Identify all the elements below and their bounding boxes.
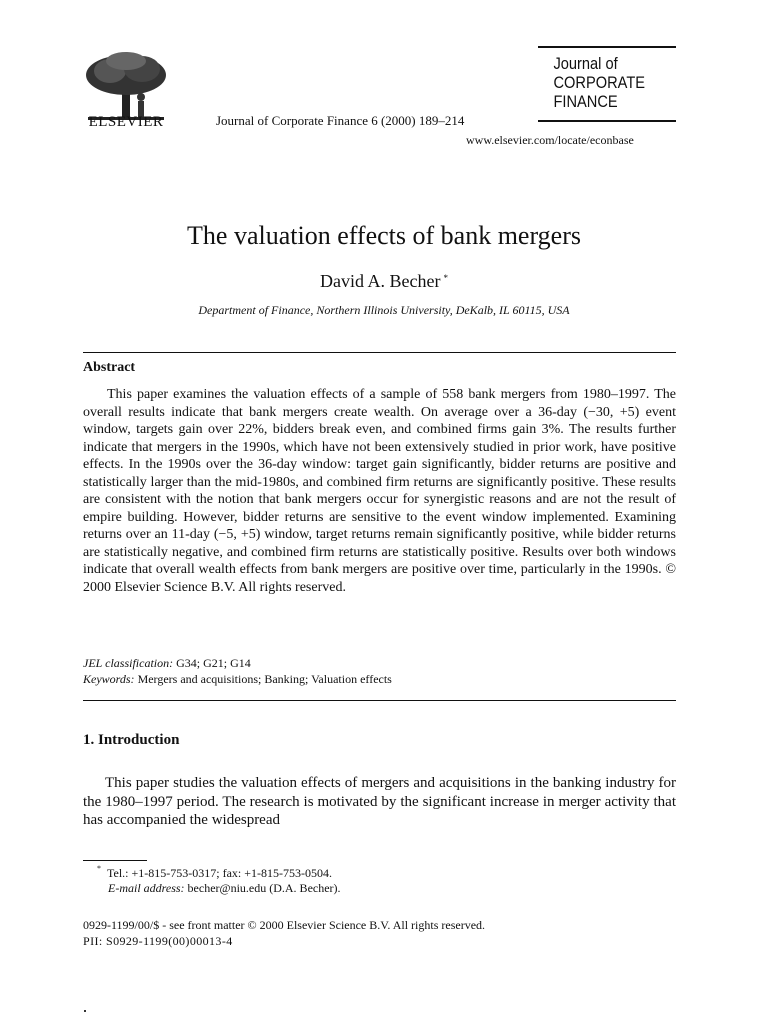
copyright-line: 0929-1199/00/$ - see front matter © 2000 Elsevier Science B.V. All rights reserved. bbox=[83, 918, 486, 932]
section-heading-introduction: 1. Introduction bbox=[83, 732, 180, 748]
author-name: David A. Becher bbox=[320, 271, 441, 291]
journal-name-line-3: FINANCE bbox=[553, 92, 618, 111]
email-value[interactable]: becher@niu.edu (D.A. Becher). bbox=[187, 881, 341, 895]
keywords-label: Keywords: bbox=[83, 672, 135, 686]
paper-title: The valuation effects of bank mergers bbox=[187, 221, 581, 250]
keywords bbox=[83, 672, 392, 687]
abstract-top-rule bbox=[83, 352, 676, 353]
footnote-contact-text: Tel.: +1-815-753-0317; fax: +1-815-753-0504. bbox=[107, 866, 332, 880]
journal-name-box bbox=[538, 46, 676, 122]
jel-codes: G34; G21; G14 bbox=[176, 656, 251, 670]
footnote-email bbox=[108, 881, 341, 896]
page-mark bbox=[84, 1010, 86, 1012]
journal-name-line-1: Journal of bbox=[553, 54, 618, 73]
abstract-bottom-rule bbox=[83, 700, 676, 701]
journal-name-line-2: CORPORATE bbox=[553, 73, 646, 92]
footnote-contact bbox=[97, 865, 332, 881]
email-label: E-mail address: bbox=[108, 881, 185, 895]
journal-url[interactable]: www.elsevier.com/locate/econbase bbox=[466, 133, 634, 147]
author bbox=[0, 271, 768, 292]
keywords-value: Mergers and acquisitions; Banking; Valuation effects bbox=[137, 672, 392, 686]
journal-citation: Journal of Corporate Finance 6 (2000) 189–214 bbox=[216, 113, 465, 128]
footnote-rule bbox=[83, 860, 147, 861]
jel-label: JEL classification: bbox=[83, 656, 174, 670]
abstract-heading: Abstract bbox=[83, 360, 136, 375]
jel-classification bbox=[83, 656, 251, 671]
footnote-mark: * bbox=[97, 864, 101, 873]
introduction-text: This paper studies the valuation effects of mergers and acquisitions in the banking industry for the 1980–1997 period. The research is motivated by the significant increase in merger activity that has accompanied the widespread bbox=[83, 775, 676, 828]
affiliation: Department of Finance, Northern Illinois University, DeKalb, IL 60115, USA bbox=[198, 303, 570, 317]
author-footnote-mark[interactable]: * bbox=[443, 273, 448, 283]
pii-line: PII: S0929-1199(00)00013-4 bbox=[83, 934, 233, 948]
publisher-name: ELSEVIER bbox=[88, 114, 164, 130]
abstract-text: This paper examines the valuation effects of a sample of 558 bank mergers from 1980–1997. The overall results indicate that bank mergers create wealth. On average over a 36-day (−30, +5) event window, targets gain over 22%, bidders break even, and combined firms gain 3%. The results further indicate that mergers in the 1990s, which have not been extensively studied in prior work, have positive effects. In the 1990s over the 36-day window: target gain significantly, bidder returns are positive and statistically larger than the mid-1980s, and combined firm returns are significantly positive. These results are consistent with the notion that bank mergers occur for synergistic reasons and are not the result of empire building. However, bidder returns are sensitive to the event window implemented. Examining returns over an 11-day (−5, +5) window, target returns remain significantly positive, while bidder returns are statistically negative, and combined firm returns are statistically positive. Results over both windows indicate that overall wealth effects from bank mergers are positive over time, particularly in the 1990s. © 2000 Elsevier Science B.V. All rights reserved. bbox=[83, 387, 676, 595]
